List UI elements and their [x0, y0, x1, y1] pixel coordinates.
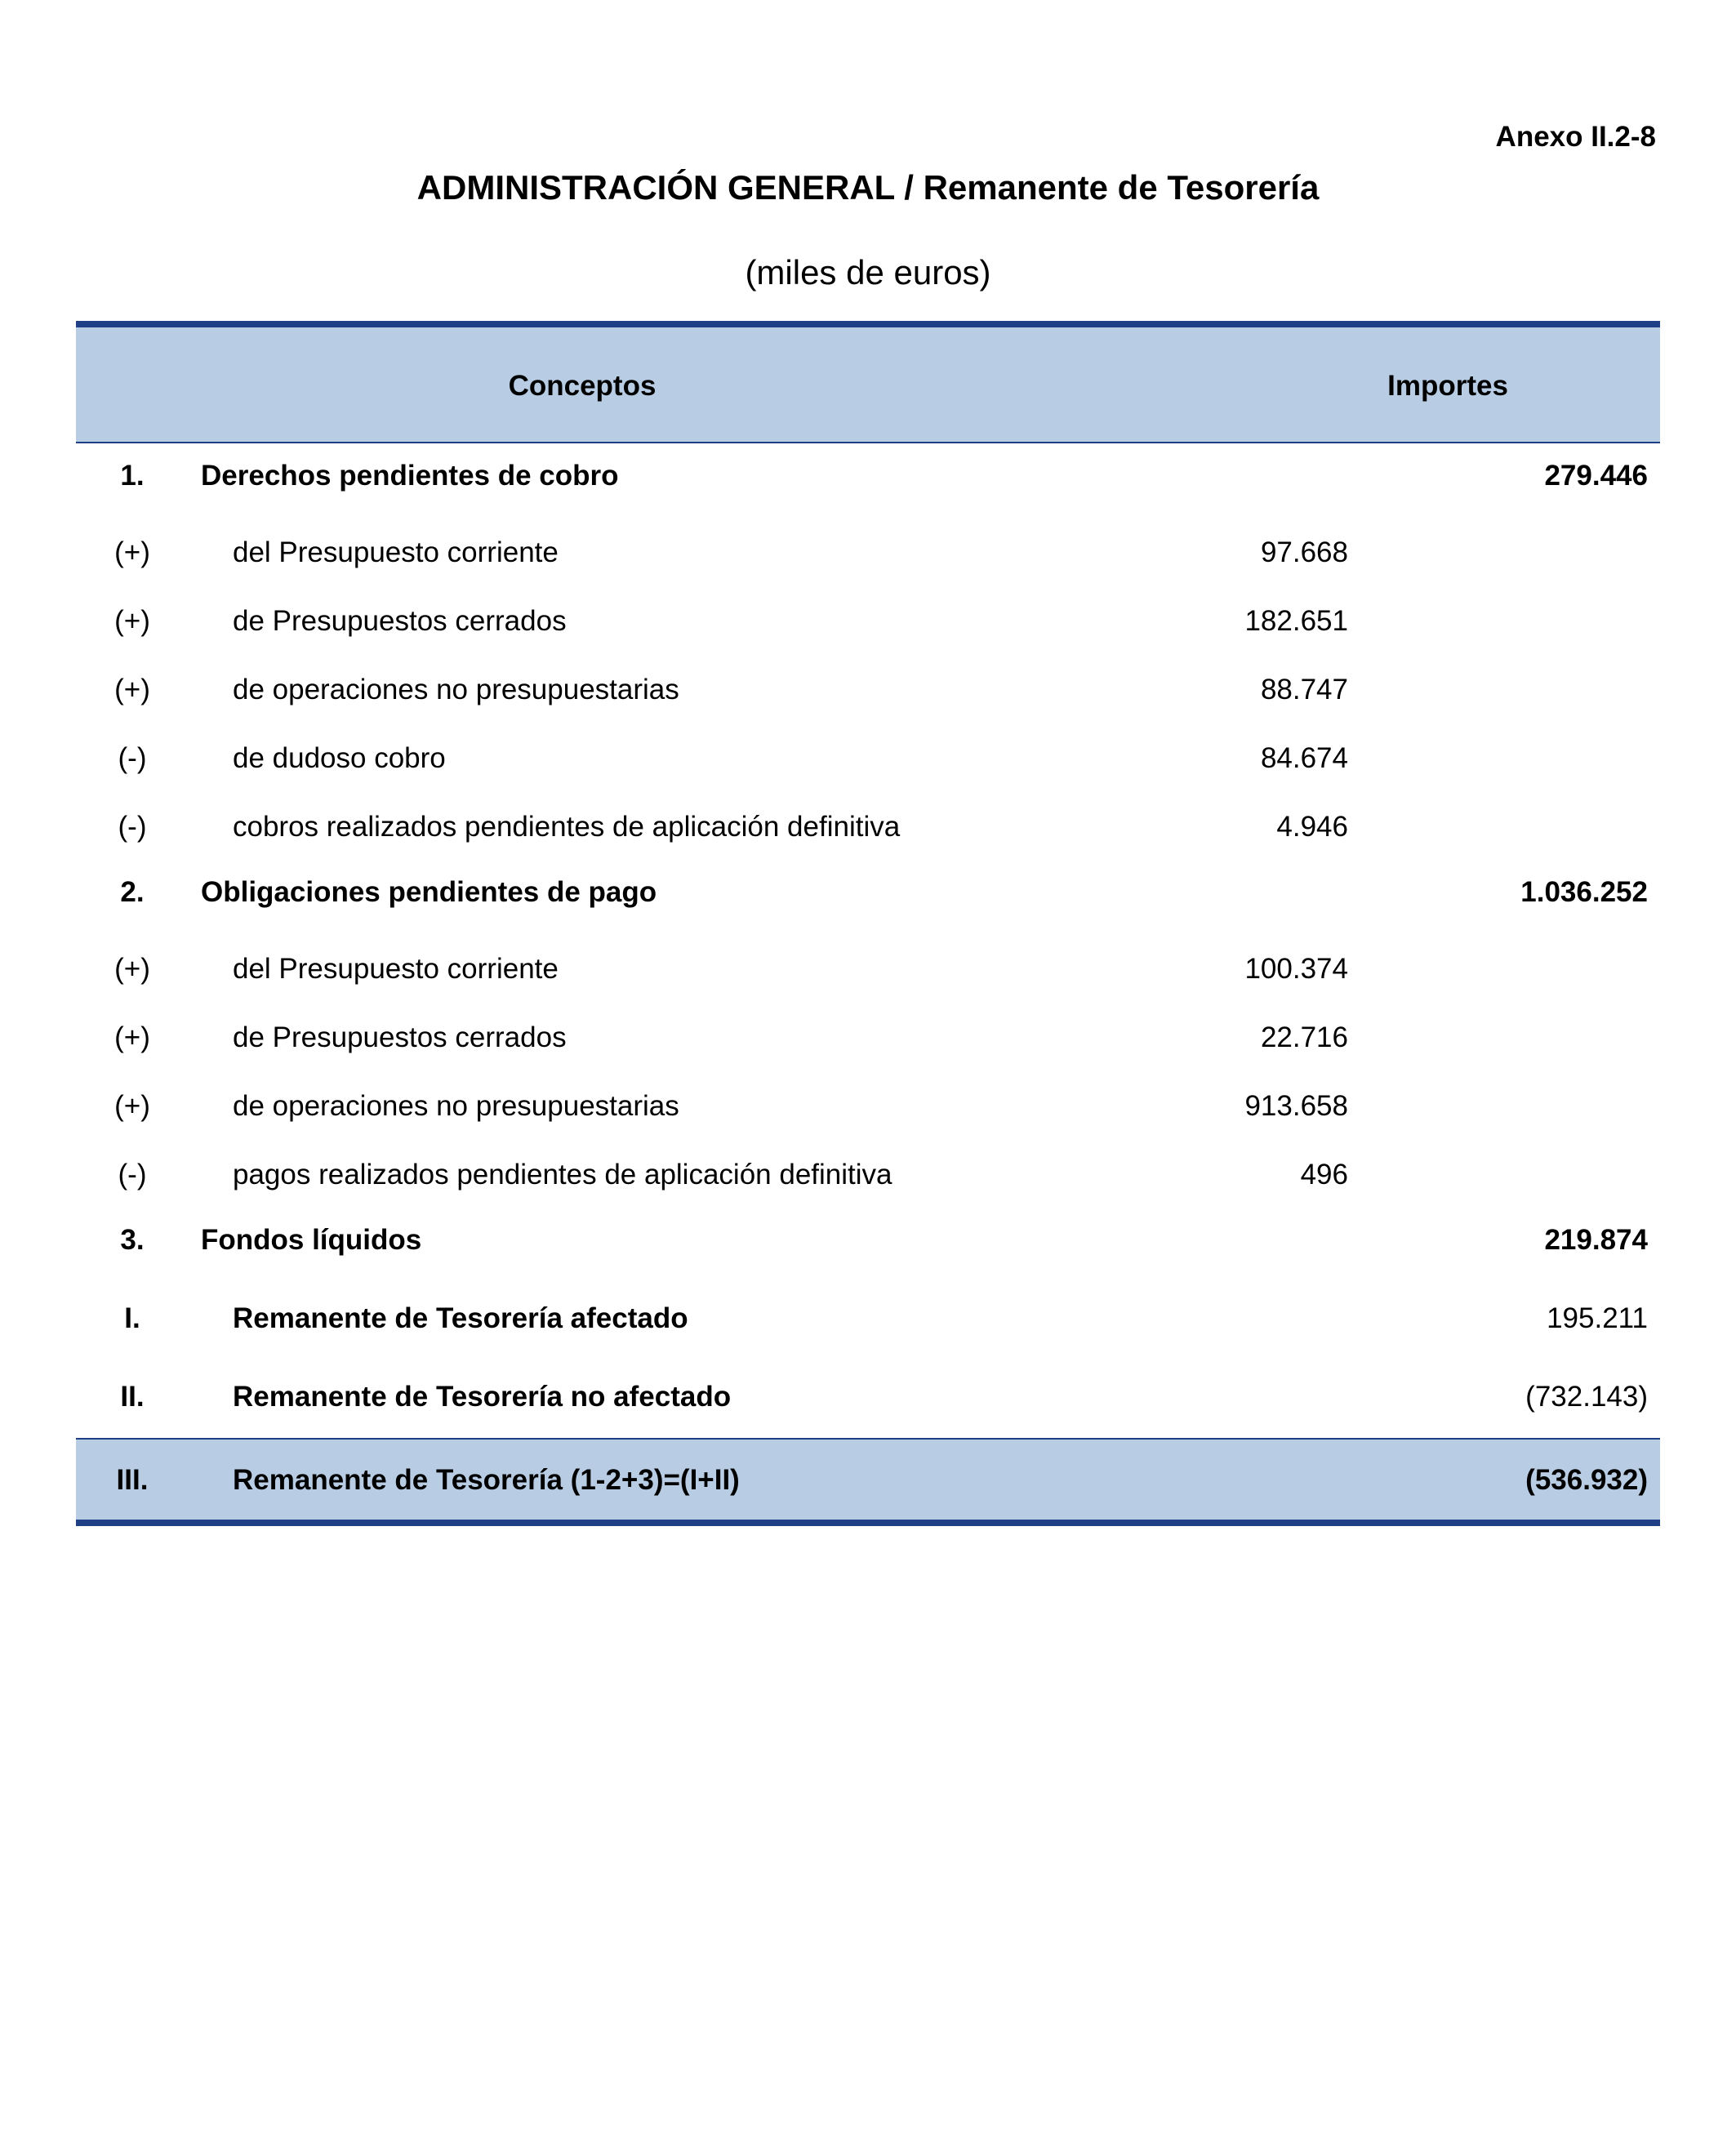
table-row: [76, 791, 1660, 860]
row-label: de Presupuestos cerrados: [233, 605, 567, 637]
row-label: Remanente de Tesorería (1-2+3)=(I+II): [233, 1464, 740, 1496]
row-amount: 4.946: [1276, 811, 1348, 843]
row-number: 1.: [120, 460, 145, 492]
row-label: Remanente de Tesorería no afectado: [233, 1381, 732, 1413]
row-number: III.: [116, 1464, 149, 1496]
row-label: pagos realizados pendientes de aplicación definitiva: [233, 1159, 892, 1190]
table-row: [76, 1139, 1660, 1208]
row-amount: 195.211: [1547, 1302, 1648, 1334]
row-number: 2.: [120, 876, 145, 908]
table-row: [76, 585, 1660, 654]
row-label: del Presupuesto corriente: [233, 536, 559, 568]
table-row-section-2: [76, 860, 1660, 933]
row-label: de operaciones no presupuestarias: [233, 1090, 679, 1122]
row-amount: 97.668: [1260, 536, 1348, 568]
column-header-concepts: Conceptos: [508, 370, 657, 402]
row-amount: (536.932): [1525, 1464, 1648, 1496]
row-sign: (+): [114, 1021, 150, 1053]
row-amount: 88.747: [1260, 674, 1348, 705]
row-label: cobros realizados pendientes de aplicación definitiva: [233, 811, 901, 843]
table-row: [76, 1002, 1660, 1070]
table-row: [76, 517, 1660, 585]
row-amount: 22.716: [1260, 1021, 1348, 1053]
table-row: [76, 654, 1660, 723]
table-row: [76, 1070, 1660, 1139]
row-amount: 100.374: [1244, 953, 1348, 985]
row-amount: (732.143): [1525, 1381, 1648, 1413]
row-amount: 182.651: [1244, 605, 1348, 637]
table-row: [76, 723, 1660, 791]
row-sign: (+): [114, 1090, 150, 1122]
row-sign: (-): [118, 742, 147, 774]
row-total: 279.446: [1544, 460, 1648, 492]
row-total: 1.036.252: [1520, 876, 1648, 908]
row-sign: (+): [114, 536, 150, 568]
row-sign: (-): [118, 811, 147, 843]
row-label: del Presupuesto corriente: [233, 953, 559, 985]
row-sign: (+): [114, 605, 150, 637]
row-amount: 913.658: [1244, 1090, 1348, 1122]
row-number: 3.: [120, 1224, 145, 1256]
column-header-amounts: Importes: [1387, 370, 1508, 402]
row-label: Obligaciones pendientes de pago: [201, 876, 657, 908]
table-row-section-1: [76, 443, 1660, 517]
row-label: de operaciones no presupuestarias: [233, 674, 679, 705]
row-label: Fondos líquidos: [201, 1224, 422, 1256]
row-amount: 84.674: [1260, 742, 1348, 774]
table-row-summary-not-affected: [76, 1360, 1660, 1438]
page-title: ADMINISTRACIÓN GENERAL / Remanente de Tesorería: [416, 168, 1320, 207]
row-amount: 496: [1300, 1159, 1348, 1190]
annex-label: Anexo II.2-8: [1495, 121, 1656, 153]
row-total: 219.874: [1544, 1224, 1648, 1256]
table-row: [76, 933, 1660, 1002]
row-label: Remanente de Tesorería afectado: [233, 1302, 688, 1334]
row-sign: (+): [114, 674, 150, 705]
table-row-final-total: [76, 1438, 1660, 1526]
table-row-summary-affected: [76, 1281, 1660, 1360]
page-subtitle: (miles de euros): [745, 253, 991, 292]
row-number: II.: [120, 1381, 145, 1413]
row-number: I.: [124, 1302, 140, 1334]
row-sign: (-): [118, 1159, 147, 1190]
row-sign: (+): [114, 953, 150, 985]
table-header: [76, 321, 1660, 443]
remanente-table: [76, 321, 1660, 1526]
row-label: de dudoso cobro: [233, 742, 446, 774]
row-label: de Presupuestos cerrados: [233, 1021, 567, 1053]
table-row-section-3: [76, 1208, 1660, 1281]
row-label: Derechos pendientes de cobro: [201, 460, 619, 492]
